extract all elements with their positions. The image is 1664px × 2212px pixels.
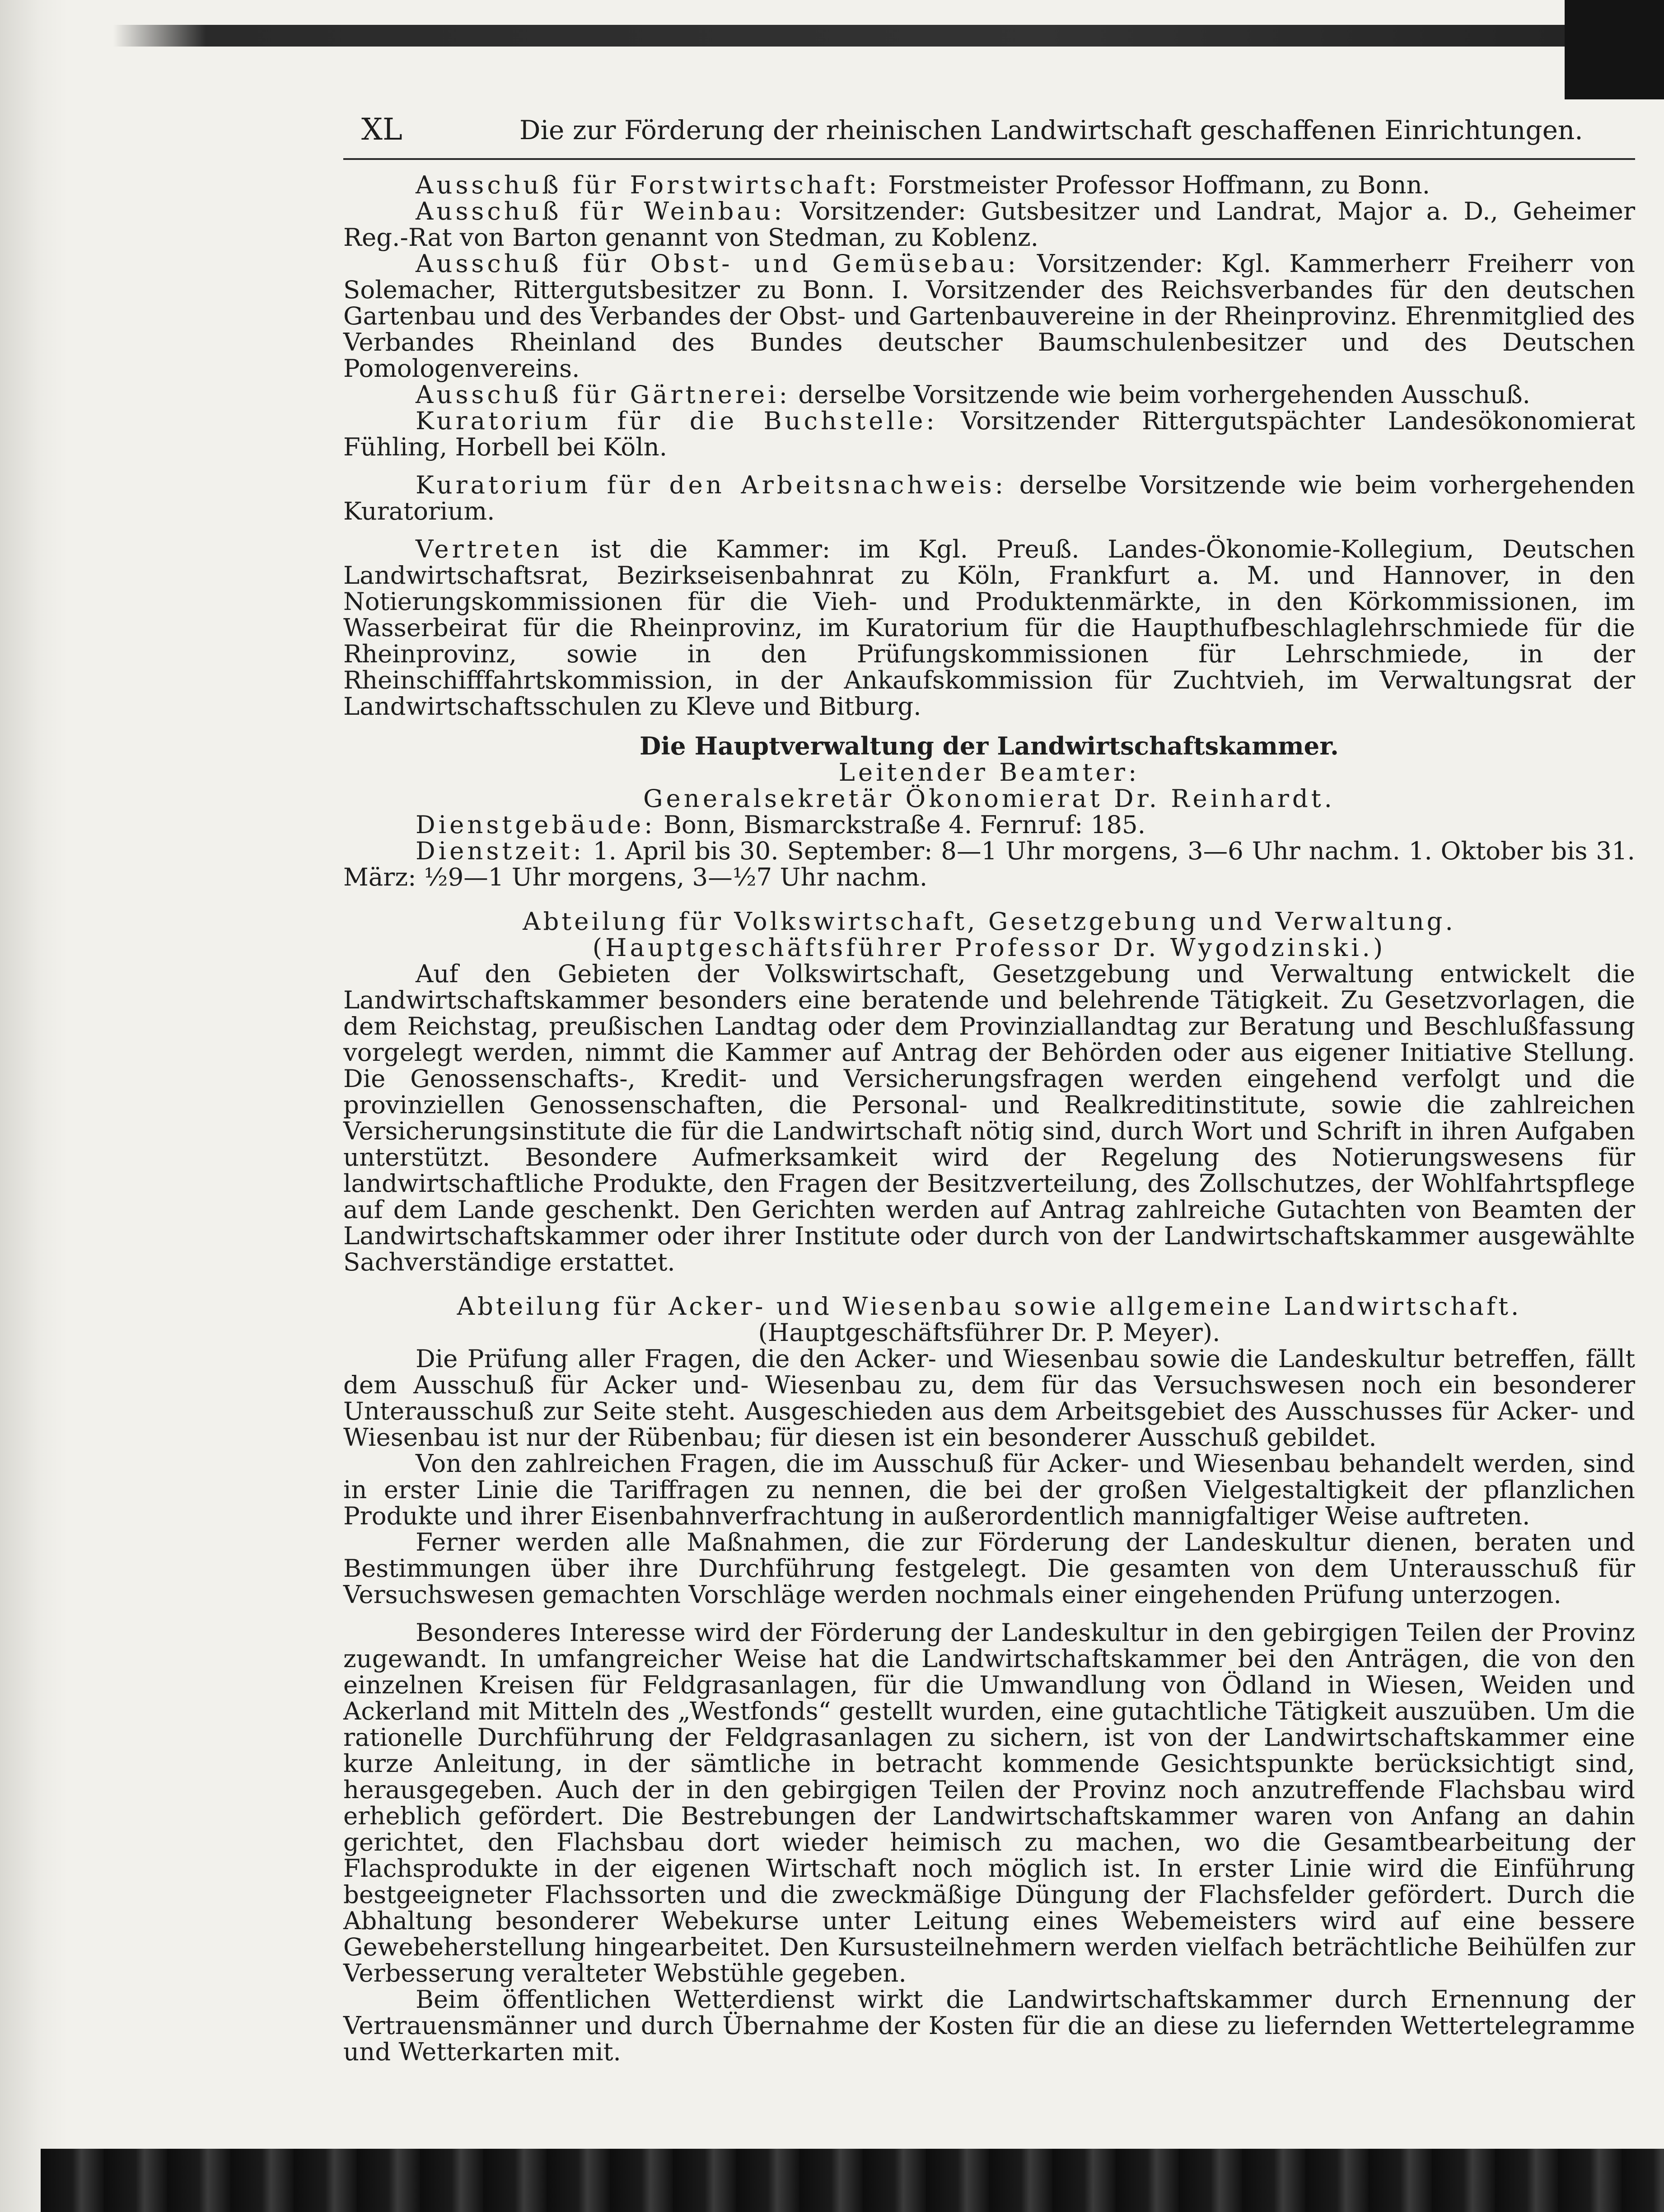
page-body [343, 172, 1635, 2065]
dept-economy-heading: Abteilung für Volkswirtschaft, Gesetzgebung und Verwaltung. [523, 907, 1456, 936]
scan-bottom-edge [41, 2149, 1664, 2212]
leader-label: Leitender Beamter: [838, 758, 1140, 787]
page-number: XL [361, 112, 402, 147]
dept-economy-subheading: (Hauptgeschäftsführer Professor Dr. Wygodzinski.) [592, 933, 1386, 962]
page-header [343, 108, 1635, 160]
dept-agriculture-p1: Die Prüfung aller Fragen, die den Acker- und Wiesenbau sowie die Landeskultur betreffen, fällt dem Ausschuß für Acker und- Wiesenbau zu, dem für das Versuchswesen noch ein besonderer Unterausschuß zur Seite steht. Ausgeschieden aus dem Arbeitsgebiet des Ausschusses für Acker- und Wiesenbau ist nur der Rübenbau; für diesen ist ein besonderer Ausschuß gebildet. [343, 1344, 1635, 1452]
dept-agriculture-subheading: (Hauptgeschäftsführer Dr. P. Meyer). [758, 1318, 1220, 1347]
committee-viticulture: Ausschuß für Weinbau: Vorsitzender: Gutsbesitzer und Landrat, Major a. D., Geheimer Reg.-Rat von Barton genannt von Stedman, zu Koblenz. [343, 197, 1635, 252]
scan-corner [1565, 0, 1664, 99]
office-building: Dienstgebäude: Bonn, Bismarckstraße 4. Fernruf: 185. [416, 810, 1146, 839]
board-labour: Kuratorium für den Arbeitsnachweis: derselbe Vorsitzende wie beim vorhergehenden Kuratorium. [343, 470, 1635, 525]
scan-top-edge [113, 25, 1664, 47]
committee-forestry: Ausschuß für Forstwirtschaft: Forstmeister Professor Hoffmann, zu Bonn. [416, 170, 1430, 199]
scan-left-edge [0, 0, 68, 2212]
running-title: Die zur Förderung der rheinischen Landwirtschaft geschaffenen Einrichtungen. [519, 115, 1583, 145]
representation-paragraph: Vertreten ist die Kammer: im Kgl. Preuß. Landes-Ökonomie-Kollegium, Deutschen Landwirtschaftsrat, Bezirkseisenbahnrat zu Köln, Frankfurt a. M. und Hannover, in den Notierungskommissionen für die Vieh- und Produktenmärkte, in den Körkommissionen, im Wasserbeirat für die Rheinprovinz, im Kuratorium für die Haupthufbeschlaglehrschmiede für die Rheinprovinz, sowie in den Prüfungskommissionen für Lehrschmiede, in der Rheinschifffahrtskommission, in der Ankaufskommission für Zuchtvieh, im Verwaltungsrat der Landwirtschaftsschulen zu Kleve und Bitburg. [343, 534, 1635, 721]
leader-name: Generalsekretär Ökonomierat Dr. Reinhardt. [643, 784, 1335, 813]
committee-gardening: Ausschuß für Gärtnerei: derselbe Vorsitzende wie beim vorhergehenden Ausschuß. [416, 380, 1530, 409]
dept-agriculture-p4: Besonderes Interesse wird der Förderung der Landeskultur in den gebirgigen Teilen der Provinz zugewandt. In umfangreicher Weise hat die Landwirtschaftskammer bei den Anträgen, die von den einzelnen Kreisen für Feldgrasanlagen, für die Umwandlung von Ödland in Wiesen, Weiden und Ackerland mit Mitteln des „Westfonds“ gestellt wurden, eine gutachtliche Tätigkeit auszuüben. Um die rationelle Durchführung der Feldgrasanlagen zu sichern, ist von der Landwirtschaftskammer eine kurze Anleitung, in der sämtliche in betracht kommende Gesichtspunkte berücksichtigt sind, herausgegeben. Auch der in den gebirgigen Teilen der Provinz noch anzutreffende Flachsbau wird erheblich gefördert. Die Bestrebungen der Landwirtschaftskammer waren von Anfang an dahin gerichtet, den Flachsbau dort wieder heimisch zu machen, wo die Gesamtbearbeitung der Flachsprodukte in der eigenen Wirtschaft noch möglich ist. In erster Linie wird die Einführung bestgeeigneter Flachssorten und die zweckmäßige Düngung der Flachsfelder gefördert. Durch die Abhaltung besonderer Webekurse unter Leitung eines Webemeisters wird auf eine bessere Gewebeherstellung hingearbeitet. Den Kursusteilnehmern werden vielfach beträchtliche Beihülfen zur Verbesserung veralteter Webstühle gegeben. [343, 1618, 1635, 1987]
administration-heading: Die Hauptverwaltung der Landwirtschaftskammer. [639, 731, 1339, 760]
dept-economy-text: Auf den Gebieten der Volkswirtschaft, Gesetzgebung und Verwaltung entwickelt die Landwirtschaftskammer besonders eine beratende und belehrende Tätigkeit. Zu Gesetzvorlagen, die dem Reichstag, preußischen Landtag oder dem Provinziallandtag zur Beratung und Beschlußfassung vorgelegt werden, nimmt die Kammer auf Antrag der Behörden oder aus eigener Initiative Stellung. Die Genossenschafts-, Kredit- und Versicherungsfragen werden eingehend verfolgt und die provinziellen Genossenschaften, die Personal- und Realkreditinstitute, sowie die zahlreichen Versicherungsinstitute die für die Landwirtschaft nötig sind, durch Wort und Schrift in ihren Aufgaben unterstützt. Besondere Aufmerksamkeit wird der Regelung des Notierungswesens für landwirtschaftliche Produkte, den Fragen der Besitzverteilung, des Zollschutzes, der Wohlfahrtspflege auf dem Lande geschenkt. Den Gerichten werden auf Antrag zahlreiche Gutachten von Beamten der Landwirtschaftskammer oder ihrer Institute oder durch von der Landwirtschaftskammer ausgewählte Sachverständige erstattet. [343, 959, 1635, 1276]
document-page [343, 108, 1636, 2066]
dept-agriculture-p5: Beim öffentlichen Wetterdienst wirkt die Landwirtschaftskammer durch Ernennung der Vertrauensmänner und durch Übernahme der Kosten für die an diese zu liefernden Wettertelegramme und Wetterkarten mit. [343, 1985, 1635, 2066]
dept-agriculture-heading: Abteilung für Acker- und Wiesenbau sowie allgemeine Landwirtschaft. [457, 1292, 1522, 1321]
board-bookkeeping: Kuratorium für die Buchstelle: Vorsitzender Rittergutspächter Landesökonomierat Fühling, Horbell bei Köln. [343, 406, 1635, 461]
dept-agriculture-p2: Von den zahlreichen Fragen, die im Ausschuß für Acker- und Wiesenbau behandelt werden, sind in erster Linie die Tariffragen zu nennen, die bei der großen Vielgestaltigkeit der pflanzlichen Produkte und ihrer Eisenbahnverfrachtung in außerordentlich mannigfaltiger Weise auftreten. [343, 1449, 1635, 1530]
dept-agriculture-p3: Ferner werden alle Maßnahmen, die zur Förderung der Landeskultur dienen, beraten und Bestimmungen über ihre Durchführung festgelegt. Die gesamten von dem Unterausschuß für Versuchswesen gemachten Vorschläge werden nochmals einer eingehenden Prüfung unterzogen. [343, 1528, 1635, 1609]
committee-fruit: Ausschuß für Obst- und Gemüsebau: Vorsitzender: Kgl. Kammerherr Freiherr von Solemacher, Rittergutsbesitzer zu Bonn. I. Vorsitzender des Reichsverbandes für den deutschen Gartenbau und des Verbandes der Obst- und Gartenbauvereine in der Rheinprovinz. Ehrenmitglied des Verbandes Rheinland des Bundes deutscher Baumschulenbesitzer und des Deutschen Pomologenvereins. [343, 249, 1636, 383]
office-hours: Dienstzeit: 1. April bis 30. September: 8—1 Uhr morgens, 3—6 Uhr nachm. 1. Oktober bis 31. März: ½9—1 Uhr morgens, 3—½7 Uhr nachm. [343, 836, 1635, 891]
